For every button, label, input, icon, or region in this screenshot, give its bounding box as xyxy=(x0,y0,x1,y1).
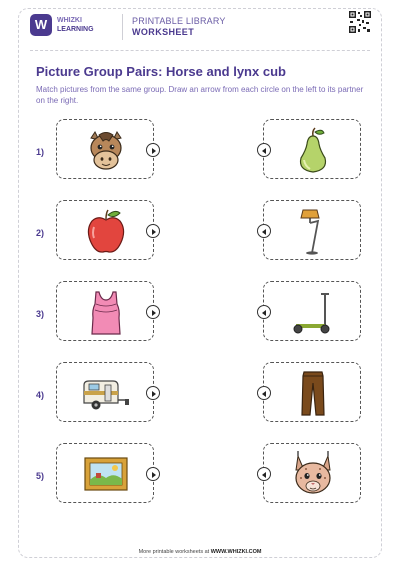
connect-circle-left-5[interactable] xyxy=(146,467,160,481)
header-rule xyxy=(30,50,370,51)
connect-circle-right-4[interactable] xyxy=(257,386,271,400)
kick-scooter-icon xyxy=(288,288,338,336)
connect-circle-left-4[interactable] xyxy=(146,386,160,400)
instructions: Match pictures from the same group. Draw an arrow from each circle on the left to its partner on the right. xyxy=(36,85,364,105)
lynx-cub-icon xyxy=(288,450,338,498)
trousers-icon xyxy=(288,369,338,417)
connect-circle-right-5[interactable] xyxy=(257,467,271,481)
footer-text: More printable worksheets at xyxy=(138,549,210,555)
horse-head-icon xyxy=(81,126,131,174)
left-card-2 xyxy=(56,200,154,260)
left-card-3 xyxy=(56,281,154,341)
worksheet-label: WORKSHEET xyxy=(132,27,195,37)
header-divider xyxy=(122,14,123,40)
row-number: 3) xyxy=(36,309,45,319)
connect-circle-right-3[interactable] xyxy=(257,305,271,319)
connect-circle-right-1[interactable] xyxy=(257,143,271,157)
row-number: 5) xyxy=(36,471,45,481)
connect-circle-left-1[interactable] xyxy=(146,143,160,157)
connect-circle-left-2[interactable] xyxy=(146,224,160,238)
framed-painting-icon xyxy=(81,450,131,498)
left-card-1 xyxy=(56,119,154,179)
header xyxy=(30,14,372,44)
pear-icon xyxy=(288,126,338,174)
page-title: Picture Group Pairs: Horse and lynx cub xyxy=(36,64,286,79)
brand-line2: LEARNING xyxy=(57,26,94,33)
row-number: 2) xyxy=(36,228,45,238)
footer-link[interactable]: WWW.WHIZKI.COM xyxy=(210,549,262,555)
left-card-5 xyxy=(56,443,154,503)
library-label: PRINTABLE LIBRARY xyxy=(132,16,226,26)
brand-line1: WHIZKI xyxy=(57,17,82,24)
whizki-logo-icon: W xyxy=(30,14,52,36)
connect-circle-left-3[interactable] xyxy=(146,305,160,319)
left-card-4 xyxy=(56,362,154,422)
brand-name xyxy=(57,16,94,34)
right-card-5 xyxy=(263,443,361,503)
right-card-2 xyxy=(263,200,361,260)
right-card-4 xyxy=(263,362,361,422)
tank-top-icon xyxy=(81,288,131,336)
connect-circle-right-2[interactable] xyxy=(257,224,271,238)
row-number: 4) xyxy=(36,390,45,400)
floor-lamp-icon xyxy=(288,207,338,255)
right-card-3 xyxy=(263,281,361,341)
footer xyxy=(0,549,400,555)
row-number: 1) xyxy=(36,147,45,157)
right-card-1 xyxy=(263,119,361,179)
camper-trailer-icon xyxy=(81,369,131,417)
apple-icon xyxy=(81,207,131,255)
qr-code-icon xyxy=(348,10,372,34)
